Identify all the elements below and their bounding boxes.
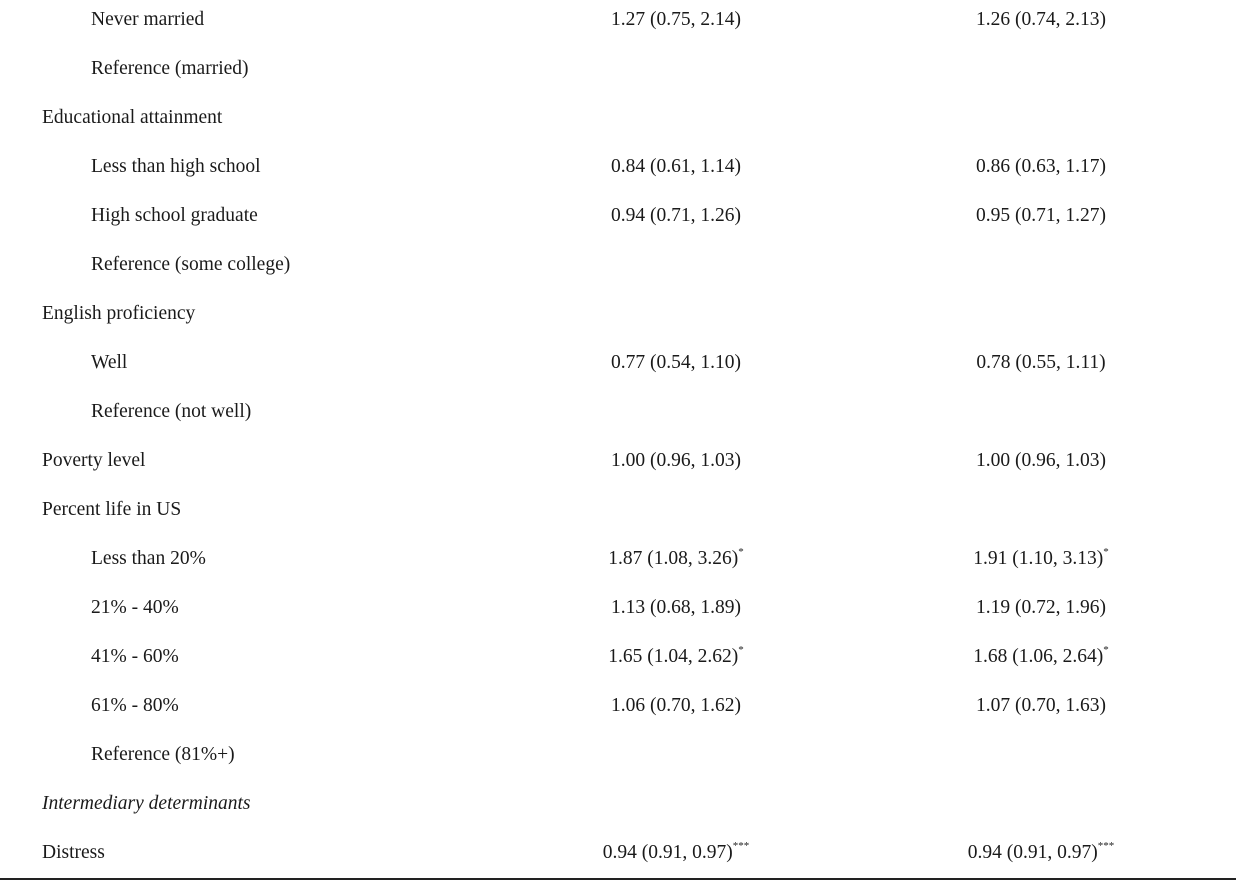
model-1-value: 1.06 (0.70, 1.62): [611, 695, 741, 716]
row-label: English proficiency: [42, 303, 196, 324]
model-2-value: 0.78 (0.55, 1.11): [976, 352, 1106, 373]
model-2-value: [885, 784, 1197, 833]
model-1-value: 0.94 (0.91, 0.97)***: [602, 840, 750, 863]
model-1-value: [520, 245, 832, 294]
table-row: [0, 588, 1236, 637]
model-1-value: 1.13 (0.68, 1.89): [611, 597, 741, 618]
significance-marker: *: [738, 644, 744, 656]
model-1-value: 0.94 (0.71, 1.26): [611, 205, 741, 226]
model-2-value: [885, 245, 1197, 294]
table-row: [0, 343, 1236, 392]
row-label: Educational attainment: [42, 107, 223, 128]
table-row: [0, 637, 1236, 686]
model-1-value: [520, 49, 832, 98]
table-bottom-rule: [0, 878, 1236, 880]
table-row: [0, 245, 1236, 294]
table-row: [0, 196, 1236, 245]
row-label: 41% - 60%: [91, 646, 179, 667]
model-1-value: [520, 735, 832, 784]
row-label: Never married: [91, 9, 205, 30]
significance-marker: ***: [1097, 840, 1115, 852]
table-row: [0, 784, 1236, 833]
table-row: [0, 441, 1236, 490]
row-label: Well: [91, 352, 128, 373]
model-1-value: [520, 294, 832, 343]
model-2-value: [885, 294, 1197, 343]
model-1-value: [520, 784, 832, 833]
model-1-value: 0.77 (0.54, 1.10): [611, 352, 741, 373]
row-label: Distress: [42, 842, 105, 863]
table-row: [0, 735, 1236, 784]
significance-marker: ***: [732, 840, 750, 852]
model-2-value: [885, 98, 1197, 147]
table-row: [0, 490, 1236, 539]
model-2-value: [885, 735, 1197, 784]
row-label: Poverty level: [42, 450, 146, 471]
significance-marker: *: [1103, 546, 1109, 558]
model-1-value: [520, 490, 832, 539]
table-row: [0, 686, 1236, 735]
significance-marker: *: [1103, 644, 1109, 656]
table-row: [0, 49, 1236, 98]
table-row: [0, 833, 1236, 882]
row-label: Less than high school: [91, 156, 261, 177]
table-row: [0, 98, 1236, 147]
model-1-value: 1.27 (0.75, 2.14): [611, 9, 741, 30]
row-label: Percent life in US: [42, 499, 182, 520]
row-label: Reference (81%+): [91, 744, 235, 765]
model-2-value: [885, 392, 1197, 441]
row-label: Intermediary determinants: [42, 793, 251, 814]
model-2-value: [885, 49, 1197, 98]
model-2-value: 1.91 (1.10, 3.13)*: [973, 546, 1109, 569]
model-1-value: 1.87 (1.08, 3.26)*: [608, 546, 744, 569]
significance-marker: *: [738, 546, 744, 558]
row-label: 61% - 80%: [91, 695, 179, 716]
model-1-value: 0.84 (0.61, 1.14): [611, 156, 741, 177]
model-2-value: 1.19 (0.72, 1.96): [976, 597, 1106, 618]
row-label: Reference (married): [91, 58, 249, 79]
model-2-value: 0.94 (0.91, 0.97)***: [967, 840, 1115, 863]
model-1-value: [520, 98, 832, 147]
model-1-value: 1.00 (0.96, 1.03): [611, 450, 741, 471]
model-2-value: [885, 490, 1197, 539]
table-row: [0, 294, 1236, 343]
model-2-value: 0.95 (0.71, 1.27): [976, 205, 1106, 226]
model-2-value: 0.86 (0.63, 1.17): [976, 156, 1106, 177]
model-1-value: 1.65 (1.04, 2.62)*: [608, 644, 744, 667]
row-label: 21% - 40%: [91, 597, 179, 618]
model-1-value: [520, 392, 832, 441]
row-label: Reference (some college): [91, 254, 291, 275]
row-label: Less than 20%: [91, 548, 206, 569]
model-2-value: 1.26 (0.74, 2.13): [976, 9, 1106, 30]
row-label: Reference (not well): [91, 401, 252, 422]
row-label: High school graduate: [91, 205, 258, 226]
model-2-value: 1.07 (0.70, 1.63): [976, 695, 1106, 716]
model-2-value: 1.00 (0.96, 1.03): [976, 450, 1106, 471]
table-row: [0, 0, 1236, 49]
table-row: [0, 539, 1236, 588]
table-row: [0, 147, 1236, 196]
table-row: [0, 392, 1236, 441]
model-2-value: 1.68 (1.06, 2.64)*: [973, 644, 1109, 667]
